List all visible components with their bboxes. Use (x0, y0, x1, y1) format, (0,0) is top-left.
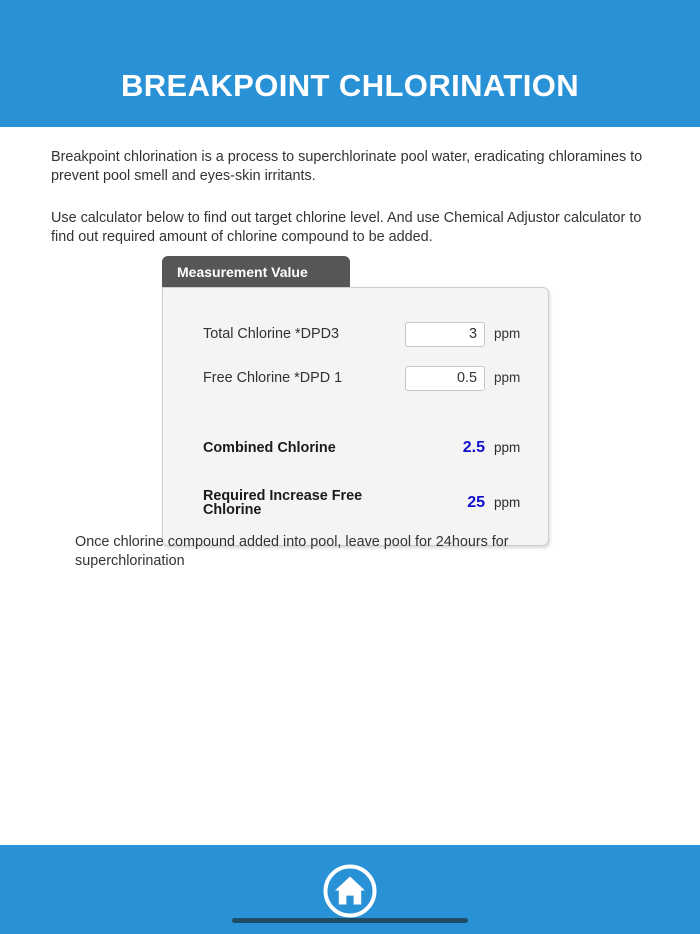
home-icon (322, 863, 378, 919)
combined-chlorine-value: 2.5 (462, 439, 485, 456)
required-increase-value-slot (405, 495, 485, 511)
required-increase-row (163, 483, 548, 523)
total-chlorine-unit: ppm (494, 326, 521, 342)
intro-text-block (51, 148, 651, 248)
required-increase-label: Required Increase Free Chlorine (203, 487, 363, 518)
measurement-value-tab[interactable] (162, 256, 350, 287)
footnote-text: Once chlorine compound added into pool, leave pool for 24hours for superchlorination (75, 534, 509, 570)
free-chlorine-row (163, 358, 548, 398)
total-chlorine-input[interactable] (405, 322, 485, 347)
combined-chlorine-unit: ppm (494, 440, 521, 456)
header-banner (0, 0, 700, 127)
free-chlorine-input-slot (405, 366, 485, 391)
measurement-card-body (162, 287, 549, 546)
measurement-calculator (162, 256, 550, 546)
combined-chlorine-label: Combined Chlorine (203, 439, 336, 456)
footer-bar (0, 845, 700, 934)
total-chlorine-input-slot (405, 322, 485, 347)
measurement-value-tab-label: Measurement Value (177, 263, 308, 280)
free-chlorine-unit: ppm (494, 370, 521, 386)
free-chlorine-input[interactable] (405, 366, 485, 391)
total-chlorine-label: Total Chlorine *DPD3 (203, 325, 339, 342)
intro-paragraph-1: Breakpoint chlorination is a process to superchlorinate pool water, eradicating chloramines to prevent pool smell and eyes-skin irritants. (51, 149, 643, 185)
required-increase-value: 25 (467, 494, 485, 511)
home-indicator (232, 918, 468, 923)
combined-chlorine-row (163, 428, 548, 468)
intro-paragraph-2: Use calculator below to find out target chlorine level. And use Chemical Adjustor calculator to find out required amount of chlorine compound to be added. (51, 209, 642, 246)
page-title: BREAKPOINT CHLORINATION (120, 68, 580, 103)
total-chlorine-row (163, 314, 548, 354)
home-button[interactable] (322, 863, 378, 919)
required-increase-unit: ppm (494, 495, 521, 511)
free-chlorine-label: Free Chlorine *DPD 1 (203, 369, 343, 386)
combined-chlorine-value-slot (405, 440, 485, 456)
